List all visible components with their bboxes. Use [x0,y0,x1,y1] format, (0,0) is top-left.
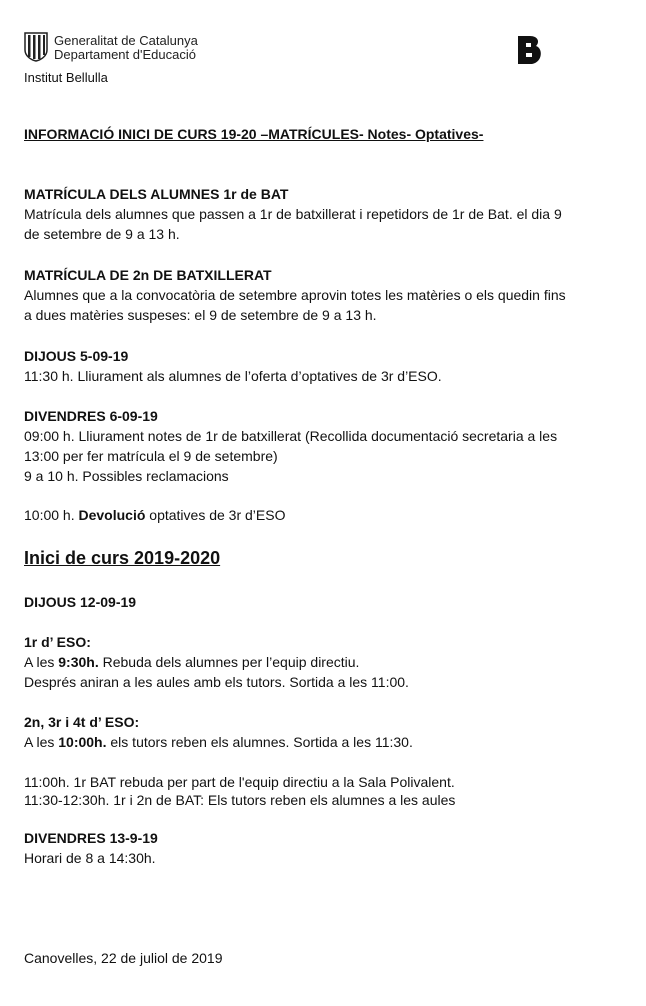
s4-line4-time: 10:00 h. [24,507,79,523]
org-name-line1: Generalitat de Catalunya [54,33,198,48]
bat-line2: 11:30-12:30h. 1r i 2n de BAT: Els tutors reben els alumnes a les aules [24,792,456,808]
s4-line4 [24,505,285,525]
s1-line2: de setembre de 9 a 13 h. [24,226,180,242]
eso1-heading: 1r d’ ESO: [24,634,91,650]
s4-line3: 9 a 10 h. Possibles reclamacions [24,468,229,484]
bat-line1: 11:00h. 1r BAT rebuda per part de l'equip directiu a la Sala Polivalent. [24,774,455,790]
s4-line4-rest: optatives de 3r d’ESO [145,507,286,523]
org-name-line2: Departament d'Educació [54,47,196,62]
eso1-line1-pre: A les [24,654,59,670]
s4-heading: DIVENDRES 6-09-19 [24,408,158,424]
s2-line2: a dues matèries suspeses: el 9 de setembre de 9 a 13 h. [24,307,377,323]
eso2-line1-pre: A les [24,734,59,750]
generalitat-logo [24,32,224,66]
s1-line1: Matrícula dels alumnes que passen a 1r de batxillerat i repetidors de 1r de Bat. el dia 9 [24,206,562,222]
eso2-line1-rest: els tutors reben els alumnes. Sortida a les 11:30. [106,734,413,750]
s2-heading: MATRÍCULA DE 2n DE BATXILLERAT [24,267,272,283]
s4-line2: 13:00 per fer matrícula el 9 de setembre) [24,448,278,464]
s5-heading: DIJOUS 12-09-19 [24,594,137,610]
s6-line1: Horari de 8 a 14:30h. [24,850,156,866]
eso2-heading: 2n, 3r i 4t d’ ESO: [24,714,140,730]
footer-date: Canovelles, 22 de juliol de 2019 [24,950,223,966]
eso1-line1-time: 9:30h. [58,654,99,670]
eso2-line1 [24,732,413,752]
school-name: Institut Bellulla [24,70,108,85]
s2-line1: Alumnes que a la convocatòria de setembre aprovin totes les matèries o els quedin fins [24,287,566,303]
eso1-line2: Després aniran a les aules amb els tutors. Sortida a les 11:00. [24,674,409,690]
s3-heading: DIJOUS 5-09-19 [24,348,129,364]
course-start-title: Inici de curs 2019-2020 [24,548,221,568]
generalitat-shield-icon [24,32,48,62]
document-title: INFORMACIÓ INICI DE CURS 19-20 –MATRÍCULES- Notes- Optatives- [24,126,484,142]
eso2-line1-time: 10:00h. [58,734,107,750]
s6-heading: DIVENDRES 13-9-19 [24,830,158,846]
s4-line1: 09:00 h. Lliurament notes de 1r de batxillerat (Recollida documentació secretaria a les [24,428,558,444]
s1-heading: MATRÍCULA DELS ALUMNES 1r de BAT [24,186,289,202]
school-logo-icon [516,34,546,66]
s3-line1: 11:30 h. Lliurament als alumnes de l’oferta d’optatives de 3r d’ESO. [24,368,442,384]
eso1-line1 [24,652,359,672]
eso1-line1-rest: Rebuda dels alumnes per l’equip directiu. [98,654,360,670]
s4-line4-bold: Devolució [78,507,146,523]
